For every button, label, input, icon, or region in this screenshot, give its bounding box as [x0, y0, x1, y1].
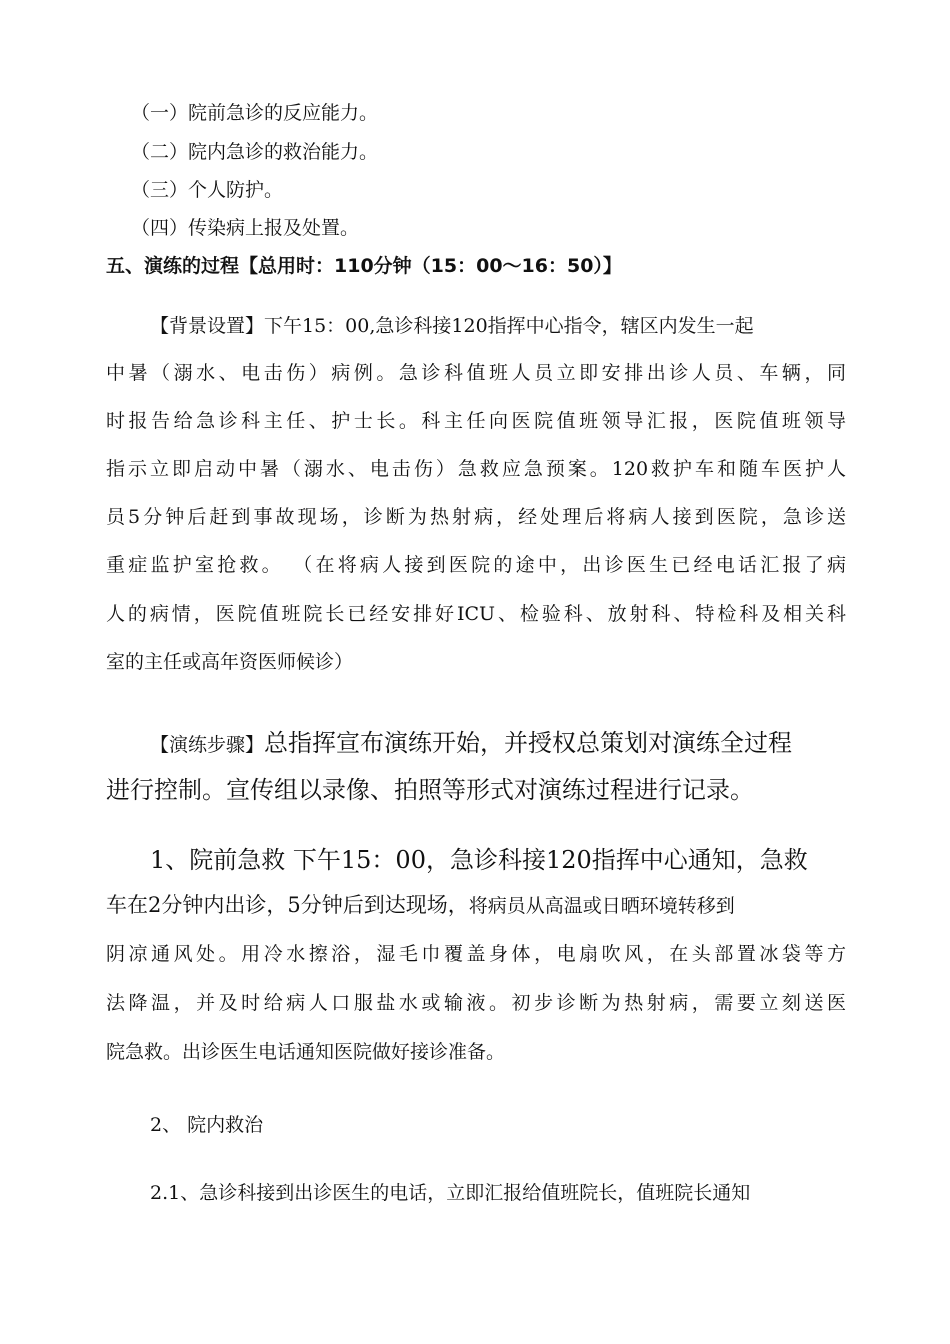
prehospital-line-5: 院急救。出诊医生电话通知医院做好接诊准备。: [106, 1041, 506, 1063]
background-line-7: 人的病情，医院值班院长已经安排好ICU、检验科、放射科、特检科及相关科: [106, 603, 846, 625]
steps-line-2: 进行控制。宣传组以录像、拍照等形式对演练过程进行记录。: [106, 776, 754, 804]
prehospital-line-2-small: 将病员从高温或日晒环境转移到: [468, 895, 735, 917]
background-line-4: 指示立即启动中暑（溺水、电击伤）急救应急预案。120救护车和随车医护人: [106, 458, 846, 480]
list-item-2: （二）院内急诊的救治能力。: [131, 141, 379, 163]
prehospital-line-3: 阴凉通风处。用冷水擦浴，湿毛巾覆盖身体，电扇吹风，在头部置冰袋等方: [106, 943, 846, 965]
list-item-3: （三）个人防护。: [131, 179, 284, 201]
prehospital-line-4: 法降温，并及时给病人口服盐水或输液。初步诊断为热射病，需要立刻送医: [106, 992, 846, 1014]
prehospital-line-1: 1、院前急救 下午15：00，急诊科接120指挥中心通知，急救: [150, 846, 808, 874]
steps-label: 【演练步骤】: [150, 734, 265, 756]
background-line-1: 【背景设置】下午15：00,急诊科接120指挥中心指令，辖区内发生一起: [150, 315, 754, 337]
background-line-2: 中暑（溺水、电击伤）病例。急诊科值班人员立即安排出诊人员、车辆，同: [106, 362, 846, 384]
inhospital-line-1: 2.1、急诊科接到出诊医生的电话，立即汇报给值班院长，值班院长通知: [150, 1182, 751, 1204]
steps-line-1: 总指挥宣布演练开始，并授权总策划对演练全过程: [264, 729, 793, 757]
section-heading: 五、演练的过程【总用时：110分钟（15：00～16：50）】: [106, 255, 622, 277]
prehospital-line-2-big: 车在2分钟内出诊，5分钟后到达现场，: [106, 893, 469, 917]
background-line-3: 时报告给急诊科主任、护士长。科主任向医院值班领导汇报，医院值班领导: [106, 410, 846, 432]
background-line-6: 重症监护室抢救。 （在将病人接到医院的途中，出诊医生已经电话汇报了病: [106, 554, 846, 576]
list-item-1: （一）院前急诊的反应能力。: [131, 102, 379, 124]
background-line-5: 员5分钟后赶到事故现场，诊断为热射病，经处理后将病人接到医院，急诊送: [106, 506, 846, 528]
list-item-4: （四）传染病上报及处置。: [131, 217, 360, 239]
background-line-8: 室的主任或高年资医师候诊）: [106, 651, 354, 673]
inhospital-heading: 2、 院内救治: [150, 1114, 264, 1136]
